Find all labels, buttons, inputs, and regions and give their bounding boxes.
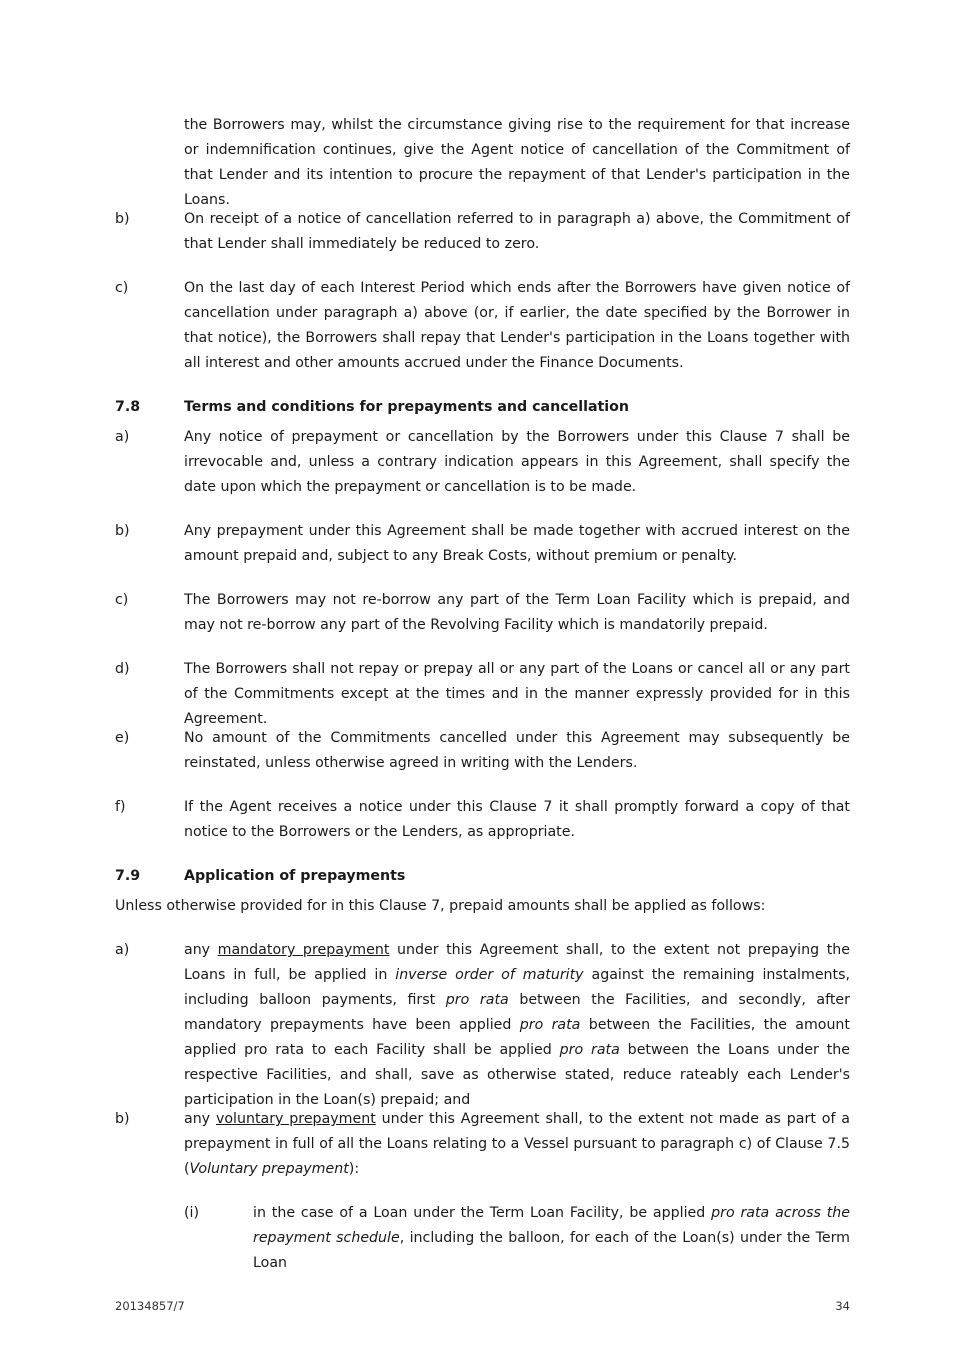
text-run: in the case of a Loan under the Term Loan Facility, be applied — [253, 1205, 712, 1221]
text-run: against the remaining instalments, including balloon payments, first — [184, 967, 851, 1008]
item-label: f) — [115, 799, 126, 815]
list-item: Any prepayment under this Agreement shall be made together with accrued interest on the amount prepaid and, subject to any Break Costs, without premium or penalty. — [184, 523, 850, 564]
sub-list-item — [253, 1201, 850, 1276]
item-label: e) — [115, 730, 130, 746]
list-item: No amount of the Commitments cancelled under this Agreement may subsequently be reinstated, unless otherwise agreed in writing with the Lenders. — [184, 730, 850, 771]
emphasis: Voluntary prepayment — [189, 1161, 349, 1177]
text-run: any — [184, 1111, 216, 1127]
defined-term: mandatory prepayment — [217, 942, 390, 958]
subitem-label: (i) — [184, 1205, 200, 1221]
text-run: any — [184, 942, 218, 958]
item-label: b) — [115, 1111, 130, 1127]
emphasis: pro rata — [519, 1017, 581, 1033]
list-item — [184, 938, 850, 1113]
item-label: b) — [115, 523, 130, 539]
item-label: d) — [115, 661, 130, 677]
item-label: a) — [115, 942, 130, 958]
text-run: between the Facilities, and secondly, after mandatory prepayments have been applied — [184, 992, 850, 1033]
continuation-paragraph: the Borrowers may, whilst the circumstance giving rise to the requirement for that increase or indemnification continues, give the Agent notice of cancellation of the Commitment of that Lender and its intention to procure the repayment of that Lender's participation in the Loans. — [184, 117, 850, 208]
text-run: under this Agreement shall, to the extent not made as part of a prepayment in full of all the Loans relating to a Vessel pursuant to paragraph c) of Clause 7.5 ( — [184, 1111, 850, 1177]
list-item: On receipt of a notice of cancellation referred to in paragraph a) above, the Commitment of that Lender shall immediately be reduced to zero. — [184, 211, 850, 252]
emphasis: pro rata across the repayment schedule — [253, 1205, 851, 1246]
list-item: On the last day of each Interest Period which ends after the Borrowers have given notice of cancellation under paragraph a) above (or, if earlier, the date specified by the Borrower in that notice), the Borrowers shall repay that Lender's participation in the Loans together with all interest and other amounts accrued under the Finance Documents. — [184, 280, 850, 371]
item-label: a) — [115, 429, 130, 445]
clause-intro: Unless otherwise provided for in this Clause 7, prepaid amounts shall be applied as follows: — [115, 898, 766, 914]
footer-page-number: 34 — [835, 1299, 850, 1313]
clause-heading: Terms and conditions for prepayments and cancellation — [184, 399, 630, 415]
text-run: ): — [348, 1161, 360, 1177]
list-item: Any notice of prepayment or cancellation by the Borrowers under this Clause 7 shall be irrevocable and, unless a contrary indication appears in this Agreement, shall specify the date upon which the prepayment or cancellation is to be made. — [184, 429, 850, 495]
list-item: If the Agent receives a notice under this Clause 7 it shall promptly forward a copy of that notice to the Borrowers or the Lenders, as appropriate. — [184, 799, 850, 840]
emphasis: pro rata — [445, 992, 509, 1008]
text-run: between the Loans under the respective Facilities, and shall, save as otherwise stated, reduce rateably each Lender's participation in the Loan(s) prepaid; and — [184, 1042, 851, 1108]
footer-doc-ref: 20134857/7 — [115, 1299, 185, 1313]
emphasis: inverse order of maturity — [395, 967, 584, 983]
text-run: under this Agreement shall, to the extent not prepaying the Loans in full, be applied in — [184, 942, 850, 983]
item-label: c) — [115, 280, 129, 296]
list-item: The Borrowers may not re-borrow any part of the Term Loan Facility which is prepaid, and may not re-borrow any part of the Revolving Facility which is mandatorily prepaid. — [184, 592, 850, 633]
clause-heading: Application of prepayments — [184, 868, 406, 884]
list-item: The Borrowers shall not repay or prepay all or any part of the Loans or cancel all or any part of the Commitments except at the times and in the manner expressly provided for in this Agreement. — [184, 661, 850, 727]
item-label: b) — [115, 211, 130, 227]
text-run: between the Facilities, the amount applied pro rata to each Facility shall be applied — [184, 1017, 850, 1058]
text-run: , including the balloon, for each of the Loan(s) under the Term Loan — [253, 1230, 850, 1271]
clause-number: 7.8 — [115, 399, 141, 415]
emphasis: pro rata — [559, 1042, 620, 1058]
list-item — [184, 1107, 850, 1182]
item-label: c) — [115, 592, 129, 608]
clause-number: 7.9 — [115, 868, 141, 884]
defined-term: voluntary prepayment — [215, 1111, 376, 1127]
